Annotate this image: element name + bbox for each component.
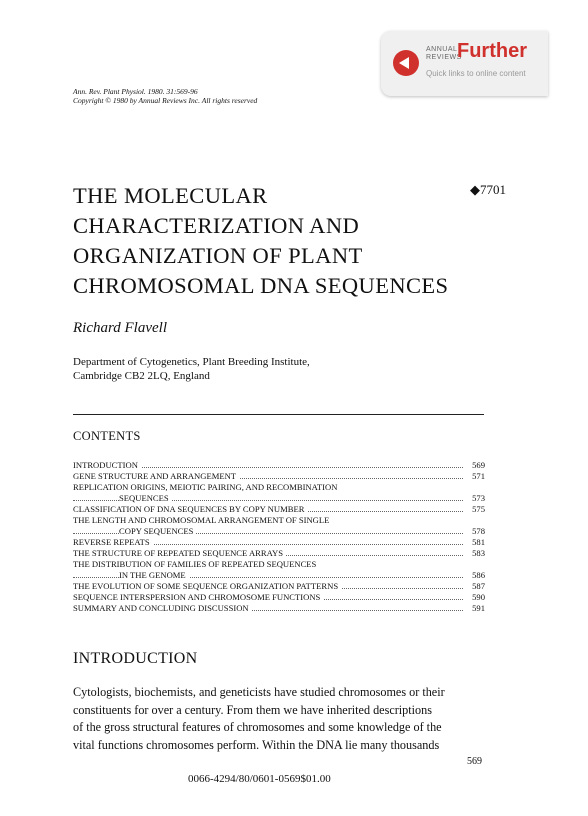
- toc-entry-page: 591: [472, 603, 485, 613]
- toc-entry-label: THE DISTRIBUTION OF FAMILIES OF REPEATED SEQUENCES: [73, 559, 319, 570]
- citation-copyright: Copyright © 1980 by Annual Reviews Inc. All rights reserved: [73, 96, 258, 105]
- toc-entry-label: SUMMARY AND CONCLUDING DISCUSSION: [73, 603, 252, 614]
- body-line: Cytologists, biochemists, and geneticists have studied chromosomes or their: [73, 685, 445, 699]
- toc-entry-page: 578: [472, 526, 485, 536]
- toc-entry-label: CLASSIFICATION OF DNA SEQUENCES BY COPY NUMBER: [73, 504, 307, 515]
- toc-entry[interactable]: [73, 471, 485, 482]
- toc-entry-page: 581: [472, 537, 485, 547]
- toc-entry[interactable]: [73, 482, 485, 493]
- badge-further-label: Further: [457, 40, 527, 62]
- toc-entry-label: GENE STRUCTURE AND ARRANGEMENT: [73, 471, 239, 482]
- title-line: CHROMOSOMAL DNA SEQUENCES: [73, 273, 449, 298]
- toc-entry-page: 571: [472, 471, 485, 481]
- article-code: ◆7701: [470, 182, 506, 197]
- toc-entry-label: REVERSE REPEATS: [73, 537, 153, 548]
- toc-entry[interactable]: [73, 559, 485, 570]
- toc-entry[interactable]: [73, 537, 485, 548]
- toc-entry-page: 569: [472, 460, 485, 470]
- toc-entry-label: THE EVOLUTION OF SOME SEQUENCE ORGANIZATION PATTERNS: [73, 581, 341, 592]
- toc-entry-label: IN THE GENOME: [119, 570, 189, 581]
- title-line: ORGANIZATION OF PLANT: [73, 243, 363, 268]
- toc-entry-page: 583: [472, 548, 485, 558]
- table-of-contents: [73, 460, 485, 614]
- footer-code: 0066-4294/80/0601-0569$01.00: [188, 773, 331, 785]
- body-line: constituents for over a century. From them we have inherited descriptions: [73, 702, 432, 717]
- toc-entry[interactable]: [73, 526, 485, 537]
- toc-entry-page: 573: [472, 493, 485, 503]
- introduction-heading: INTRODUCTION: [73, 650, 198, 667]
- citation-block: [73, 87, 257, 105]
- badge-reviews: REVIEWS: [426, 54, 462, 61]
- badge-annual: ANNUAL: [426, 46, 458, 53]
- author-name: Richard Flavell: [73, 320, 167, 336]
- toc-entry[interactable]: [73, 548, 485, 559]
- body-line: vital functions chromosomes perform. Within the DNA lie many thousands: [73, 737, 440, 752]
- contents-heading: CONTENTS: [73, 429, 141, 443]
- author-affiliation: [73, 355, 310, 383]
- toc-entry-label: SEQUENCES: [119, 493, 172, 504]
- toc-entry[interactable]: [73, 504, 485, 515]
- toc-entry[interactable]: [73, 493, 485, 504]
- annual-reviews-further-badge[interactable]: [381, 31, 548, 96]
- toc-entry[interactable]: [73, 592, 485, 603]
- toc-entry-label: SEQUENCE INTERSPERSION AND CHROMOSOME FUNCTIONS: [73, 592, 323, 603]
- body-line: of the gross structural features of chromosomes and some knowledge of the: [73, 720, 442, 734]
- toc-entry[interactable]: [73, 581, 485, 592]
- toc-entry-label: THE STRUCTURE OF REPEATED SEQUENCE ARRAYS: [73, 548, 286, 559]
- page-number: 569: [467, 756, 482, 767]
- toc-entry-page: 590: [472, 592, 485, 602]
- toc-entry[interactable]: [73, 603, 485, 614]
- article-title: [73, 181, 493, 301]
- affiliation-line: Cambridge CB2 2LQ, England: [73, 370, 210, 382]
- toc-entry-label: REPLICATION ORIGINS, MEIOTIC PAIRING, AND RECOMBINATION: [73, 482, 340, 493]
- toc-entry-page: 587: [472, 581, 485, 591]
- toc-entry-label: INTRODUCTION: [73, 460, 141, 471]
- title-line: CHARACTERIZATION AND: [73, 213, 360, 238]
- toc-entry-label: COPY SEQUENCES: [119, 526, 196, 537]
- annual-reviews-logo-icon: [393, 50, 419, 76]
- citation-journal: Ann. Rev. Plant Physiol. 1980. 31:569-96: [73, 87, 198, 96]
- badge-tagline: Quick links to online content: [426, 69, 526, 78]
- introduction-body: [73, 684, 485, 754]
- toc-entry[interactable]: [73, 570, 485, 581]
- toc-entry[interactable]: [73, 460, 485, 471]
- toc-entry[interactable]: [73, 515, 485, 526]
- title-line: THE MOLECULAR: [73, 183, 268, 208]
- affiliation-line: Department of Cytogenetics, Plant Breeding Institute,: [73, 356, 310, 368]
- toc-entry-page: 575: [472, 504, 485, 514]
- section-divider: [73, 414, 484, 415]
- toc-entry-page: 586: [472, 570, 485, 580]
- toc-entry-label: THE LENGTH AND CHROMOSOMAL ARRANGEMENT OF SINGLE: [73, 515, 332, 526]
